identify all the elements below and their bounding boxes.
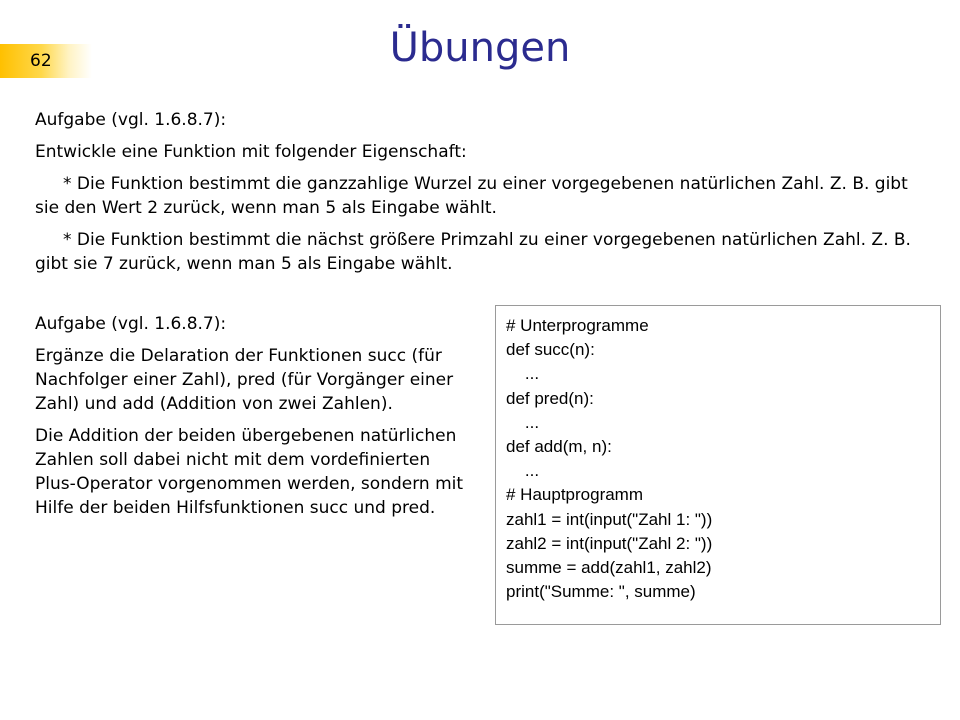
code-listing [495, 305, 941, 625]
task1-bullet-prime: * Die Funktion bestimmt die nächst größere Primzahl zu einer vorgegebenen natürlichen Zahl. Z. B. gibt sie 7 zurück, wenn man 5 als Eingabe wählt. [35, 230, 911, 274]
code-line: zahl1 = int(input("Zahl 1: ")) [506, 509, 713, 529]
code-line: # Unterprogramme [506, 316, 649, 335]
code-line: def succ(n): [506, 340, 595, 360]
code-line: summe = add(zahl1, zahl2) [506, 558, 712, 578]
task1-bullet-sqrt: * Die Funktion bestimmt die ganzzahlige Wurzel zu einer vorgegebenen natürlichen Zahl. Z. B. gibt sie den Wert 2 zurück, wenn man 5 als Eingabe wählt. [35, 174, 908, 218]
slide-title: Übungen [389, 25, 571, 71]
code-line: zahl2 = int(input("Zahl 2: ")) [506, 533, 713, 553]
task2-section [35, 312, 465, 528]
code-line: ... [506, 364, 540, 384]
code-line: def pred(n): [506, 388, 594, 408]
task2-paragraph-declaration: Ergänze die Delaration der Funktionen succ (für Nachfolger einer Zahl), pred (für Vorgänger einer Zahl) und add (Addition von zwei Zahlen). [35, 346, 454, 414]
task2-heading: Aufgabe (vgl. 1.6.8.7): [35, 314, 227, 334]
page-number: 62 [30, 51, 52, 71]
code-line: ... [506, 461, 540, 481]
code-line: ... [506, 412, 540, 432]
task1-section [35, 108, 935, 284]
task2-paragraph-addition: Die Addition der beiden übergebenen natürlichen Zahlen soll dabei nicht mit dem vordefinierten Plus-Operator vorgenommen werden, sondern mit Hilfe der beiden Hilfsfunktionen succ und pred. [35, 426, 464, 518]
code-line: print("Summe: ", summe) [506, 582, 696, 602]
task1-heading: Aufgabe (vgl. 1.6.8.7): [35, 110, 227, 130]
task1-intro: Entwickle eine Funktion mit folgender Eigenschaft: [35, 142, 467, 162]
code-line: # Hauptprogramm [506, 485, 644, 505]
code-line: def add(m, n): [506, 437, 612, 457]
